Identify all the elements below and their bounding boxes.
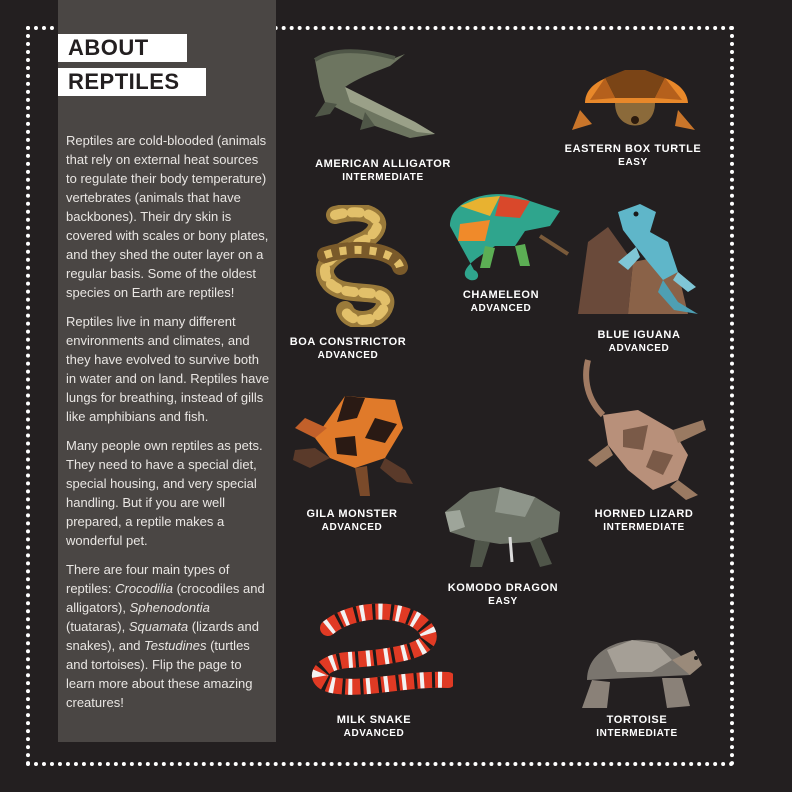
paragraph-4 bbox=[66, 560, 272, 712]
tortoise-illustration bbox=[572, 620, 704, 712]
animal-label-gila-monster bbox=[272, 508, 432, 534]
paragraph-3: Many people own reptiles as pets. They need to have a special diet, special housing, and very special handling. But if you are well prepared, a reptile makes a wonderful pet. bbox=[66, 438, 263, 548]
animal-name: CHAMELEON bbox=[462, 289, 540, 301]
boa-illustration bbox=[305, 205, 410, 327]
difficulty-level: ADVANCED bbox=[343, 728, 405, 739]
milk-snake-illustration bbox=[298, 598, 453, 698]
horned-lizard-illustration bbox=[578, 355, 713, 505]
chameleon-illustration bbox=[440, 186, 570, 284]
animal-name: AMERICAN ALLIGATOR bbox=[315, 158, 451, 170]
animal-label-horned-lizard bbox=[564, 508, 724, 534]
paragraph-2: Reptiles live in many different environments and climates, and they have evolved to survive both in water and on land. Reptiles have lungs for breathing, instead of gills like amphibians and fish. bbox=[66, 314, 270, 424]
p4-desc-1: (crocodiles and alligators), bbox=[66, 581, 265, 615]
animal-label-eastern-box-turtle bbox=[553, 143, 713, 169]
box-turtle-illustration bbox=[570, 48, 700, 140]
difficulty-level: ADVANCED bbox=[470, 303, 532, 314]
paragraph-1: Reptiles are cold-blooded (animals that rely on external heat sources to regulate their body temperature) vertebrates (animals that have backbones). Their dry skin is covered with scales or bony plates, and they shed the outer layer on a regular basis. Some of the oldest species on Earth are reptiles! bbox=[66, 133, 269, 300]
animal-name: GILA MONSTER bbox=[306, 508, 398, 520]
p4-start: There are four main types of reptiles: bbox=[66, 562, 230, 596]
difficulty-level: INTERMEDIATE bbox=[603, 522, 685, 533]
animal-label-komodo-dragon bbox=[423, 582, 583, 608]
blue-iguana-illustration bbox=[578, 202, 716, 314]
p4-end: (turtles and tortoises). Flip the page to learn more about these amazing creatures! bbox=[66, 638, 253, 710]
animal-name: KOMODO DRAGON bbox=[447, 582, 559, 594]
komodo-dragon-illustration bbox=[440, 482, 568, 570]
animal-name: BLUE IGUANA bbox=[597, 329, 681, 341]
animal-name: MILK SNAKE bbox=[336, 714, 412, 726]
difficulty-level: EASY bbox=[618, 157, 648, 168]
animal-name: HORNED LIZARD bbox=[594, 508, 694, 520]
p4-desc-2: (tuataras), bbox=[66, 619, 129, 634]
gila-monster-illustration bbox=[285, 388, 420, 500]
difficulty-level: ADVANCED bbox=[321, 522, 383, 533]
animal-label-blue-iguana bbox=[559, 329, 719, 355]
title-line-2: REPTILES bbox=[58, 68, 206, 96]
animal-label-milk-snake bbox=[294, 714, 454, 740]
term-sphenodontia: Sphenodontia bbox=[129, 600, 210, 615]
term-squamata: Squamata bbox=[128, 619, 189, 634]
animal-label-chameleon bbox=[421, 289, 581, 315]
animal-name: BOA CONSTRICTOR bbox=[289, 336, 407, 348]
animal-label-tortoise bbox=[557, 714, 717, 740]
animal-label-american-alligator bbox=[303, 158, 463, 184]
term-crocodilia: Crocodilia bbox=[115, 581, 173, 596]
term-testudines: Testudines bbox=[144, 638, 207, 653]
difficulty-level: INTERMEDIATE bbox=[596, 728, 678, 739]
difficulty-level: ADVANCED bbox=[608, 343, 670, 354]
animal-name: EASTERN BOX TURTLE bbox=[564, 143, 702, 155]
difficulty-level: EASY bbox=[488, 596, 518, 607]
title-line-1: ABOUT bbox=[58, 34, 187, 62]
alligator-illustration bbox=[305, 42, 440, 147]
animal-name: TORTOISE bbox=[606, 714, 668, 726]
difficulty-level: INTERMEDIATE bbox=[342, 172, 424, 183]
body-text bbox=[66, 131, 272, 722]
p4-desc-3: (lizards and snakes), and bbox=[66, 619, 259, 653]
animal-label-boa-constrictor bbox=[268, 336, 428, 362]
difficulty-level: ADVANCED bbox=[317, 350, 379, 361]
